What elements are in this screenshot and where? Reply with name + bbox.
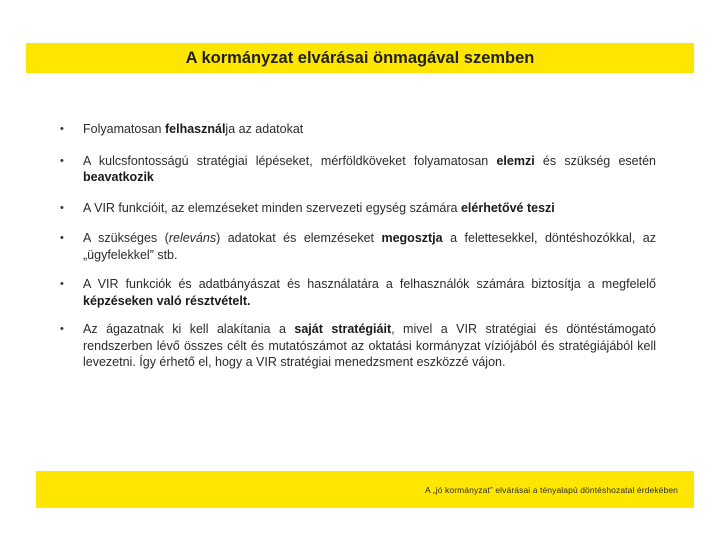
footer-banner (36, 471, 694, 508)
bullet-emphasis: felhasznál (164, 122, 226, 136)
bullet-text: A kulcsfontosságú stratégiai lépéseket, mérföldköveket folyamatosan (83, 153, 497, 168)
bullet-emphasis: beavatkozik (83, 170, 154, 184)
bullet-item (60, 200, 656, 217)
bullet-emphasis: megosztja (381, 231, 443, 245)
footer-caption: A „jó kormányzat” elvárásai a tényalapú döntéshozatal érdekében (425, 485, 678, 495)
bullet-list (60, 121, 656, 383)
bullet-item (60, 121, 656, 138)
bullet-dot-icon: • (60, 154, 64, 167)
bullet-item (60, 321, 656, 371)
bullet-dot-icon: • (60, 278, 64, 290)
bullet-dot-icon: • (60, 201, 64, 214)
bullet-text: ) adatokat és elemzéseket (216, 231, 382, 245)
bullet-text: A VIR funkciók és adatbányászat és használatára a felhasználók számára biztosítja a megfelelő (83, 277, 656, 291)
bullet-dot-icon: • (60, 323, 64, 335)
bullet-emphasis: képzéseken való résztvételt. (83, 293, 251, 308)
bullet-text: A VIR funkcióit, az elemzéseket minden szervezeti egység számára (83, 200, 461, 215)
bullet-text: és szükség esetén (534, 153, 656, 168)
bullet-text: ja az adatokat (225, 122, 304, 136)
bullet-dot-icon: • (60, 232, 64, 244)
bullet-item (60, 153, 656, 186)
bullet-italic: releváns (168, 231, 217, 245)
title-banner (26, 43, 694, 73)
bullet-emphasis: saját stratégiáit (294, 322, 392, 336)
bullet-item (60, 230, 656, 263)
bullet-dot-icon: • (60, 123, 64, 135)
bullet-text: A szükséges ( (83, 231, 169, 245)
bullet-text: a felettesekkel, döntéshozókkal, az „ügyfelekkel” stb. (83, 231, 656, 262)
bullet-item (60, 276, 656, 309)
bullet-text: Az ágazatnak ki kell alakítania a (83, 322, 295, 336)
page-title: A kormányzat elvárásai önmagával szemben (185, 48, 535, 67)
bullet-text: Folyamatosan (83, 122, 165, 136)
bullet-emphasis: elemzi (496, 153, 535, 168)
bullet-emphasis: elérhetővé teszi (460, 200, 555, 215)
bullet-text: , mivel a VIR stratégiai és döntéstámogató rendszerben lévő összes célt és mutatószámot az oktatási kormányzat víziójából és stratégiájából kell levezetni. Így érhető el, hogy a VIR stratégiai menedzsment eszközzé vájon. (83, 322, 656, 369)
